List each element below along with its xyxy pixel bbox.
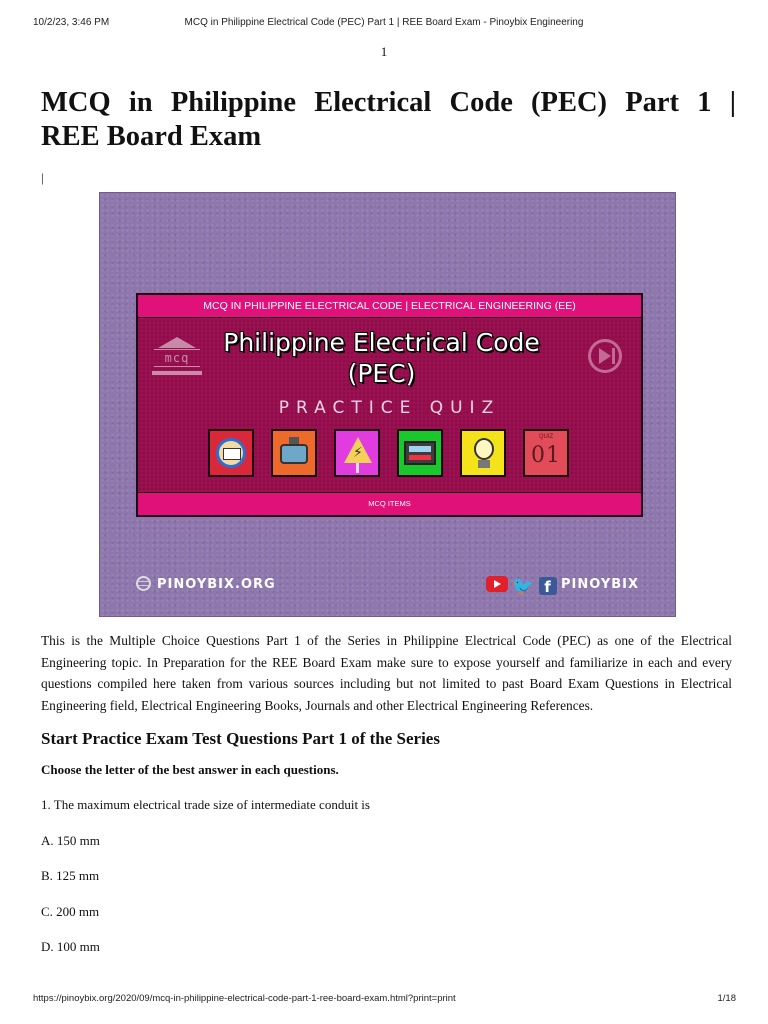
quiz-number: 01 [531, 443, 561, 468]
mcq-logo-text: mcq [154, 349, 200, 367]
article-title-line1: MCQ in Philippine Electrical Code (PEC) Part 1 | [41, 87, 736, 118]
quiz-label: QUIZ [538, 434, 554, 440]
print-page-title: MCQ in Philippine Electrical Code (PEC) Part 1 | REE Board Exam - Pinoybix Engineering [184, 17, 584, 28]
control-panel-icon [397, 429, 443, 477]
banner-title-line2: (PEC) [347, 359, 416, 388]
article-title-line2: REE Board Exam [41, 121, 262, 152]
option-d: D. 100 mm [41, 939, 100, 954]
intro-paragraph: This is the Multiple Choice Questions Part 1 of the Series in Philippine Electrical Code (PEC) as one of the Electrical Engineering topic. In Preparation for the REE Board Exam make sure to expose yourself and familiarize in each and every questions compiled here taken from various sources including but not limited to past Board Exam Questions in Electrical Engineering field, Electrical Engineering Books, Journals and other Electrical Engineering References. [41, 633, 732, 713]
print-page-count: 1/18 [717, 993, 736, 1004]
instruction-text: Choose the letter of the best answer in each questions. [41, 762, 339, 777]
featured-banner-image [99, 192, 676, 617]
banner-icon-row [208, 429, 576, 481]
high-voltage-sign-icon: ⚡ [334, 429, 380, 477]
option-b: B. 125 mm [41, 868, 100, 883]
quiz-number-icon [523, 429, 569, 477]
print-datetime: 10/2/23, 3:46 PM [33, 17, 110, 28]
meta-separator: | [41, 170, 44, 185]
site-name-left: PINOYBIX.ORG [157, 577, 276, 592]
option-a: A. 150 mm [41, 833, 100, 848]
banner-title [178, 327, 585, 389]
site-name-right: PINOYBIX [560, 577, 639, 592]
next-arrow-icon [588, 339, 622, 373]
youtube-icon [486, 576, 508, 592]
banner-title-line1: Philippine Electrical Code [223, 328, 540, 357]
site-brand-right [486, 575, 639, 595]
banner-card [136, 293, 643, 517]
facebook-icon: f [539, 577, 557, 595]
article-title [41, 86, 736, 154]
globe-icon [136, 576, 151, 591]
banner-bottom-strip: MCQ ITEMS [138, 492, 641, 515]
reading-icon [208, 429, 254, 477]
print-footer [0, 993, 768, 1007]
twitter-icon: 🐦 [511, 576, 535, 597]
banner-subtitle: PRACTICE QUIZ [278, 398, 501, 418]
option-c: C. 200 mm [41, 904, 100, 919]
print-url: https://pinoybix.org/2020/09/mcq-in-philippine-electrical-code-part-1-ree-board-exam.html?print=print [33, 993, 456, 1004]
page-number: 1 [380, 44, 388, 59]
section-heading: Start Practice Exam Test Questions Part 1 of the Series [41, 729, 440, 748]
light-bulb-icon [460, 429, 506, 477]
question-1: 1. The maximum electrical trade size of intermediate conduit is [41, 797, 370, 812]
motor-icon [271, 429, 317, 477]
banner-top-strip: MCQ IN PHILIPPINE ELECTRICAL CODE | ELECTRICAL ENGINEERING (EE) [138, 295, 641, 318]
site-brand-left [136, 575, 276, 595]
print-header [0, 17, 768, 31]
